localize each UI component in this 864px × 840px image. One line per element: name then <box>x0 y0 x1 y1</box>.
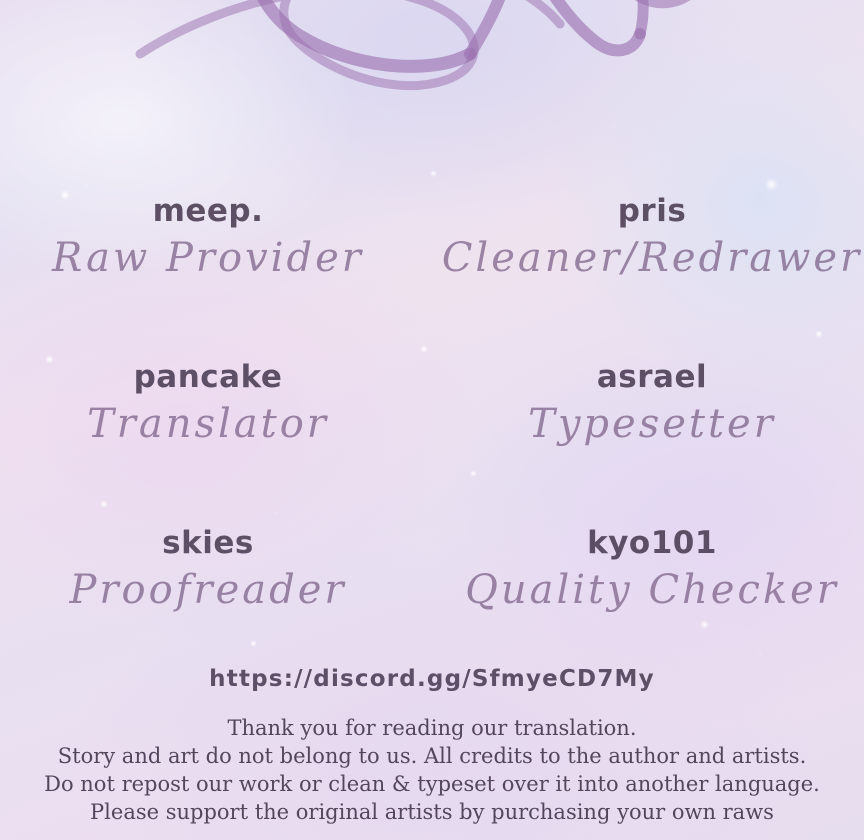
credit-role: Raw Provider <box>52 235 364 281</box>
credit-role: Cleaner/Redrawer <box>441 235 863 281</box>
credit-entry-typesetter <box>432 359 864 528</box>
credit-role: Proofreader <box>69 567 347 613</box>
credit-name: pris <box>617 193 687 229</box>
credit-role: Typesetter <box>528 401 776 447</box>
footer-line: Story and art do not belong to us. All credits to the author and artists. <box>57 744 807 768</box>
credit-name: skies <box>162 525 254 561</box>
credit-entry-raw-provider <box>0 193 432 362</box>
love-script-title-art <box>0 0 864 174</box>
credit-name: meep. <box>152 193 264 229</box>
credit-role: Translator <box>87 401 329 447</box>
credit-row <box>0 193 864 362</box>
discord-invite-link[interactable]: https://discord.gg/SfmyeCD7My <box>209 666 655 692</box>
sparkle-dot <box>765 178 778 191</box>
footer-line: Do not repost our work or clean & typeset over it into another language. <box>44 772 820 796</box>
credit-name: kyo101 <box>587 525 717 561</box>
credit-row <box>0 359 864 528</box>
credits-grid <box>0 193 864 694</box>
credit-name: asrael <box>596 359 708 395</box>
sparkle-dot <box>430 170 437 177</box>
footer-line: Please support the original artists by purchasing your own raws <box>90 800 774 824</box>
credit-entry-translator <box>0 359 432 528</box>
footer-line: Thank you for reading our translation. <box>227 716 637 740</box>
credit-name: pancake <box>133 359 283 395</box>
credit-entry-cleaner-redrawer <box>432 193 864 362</box>
footer-disclaimer <box>0 714 864 826</box>
credit-role: Quality Checker <box>465 567 839 613</box>
